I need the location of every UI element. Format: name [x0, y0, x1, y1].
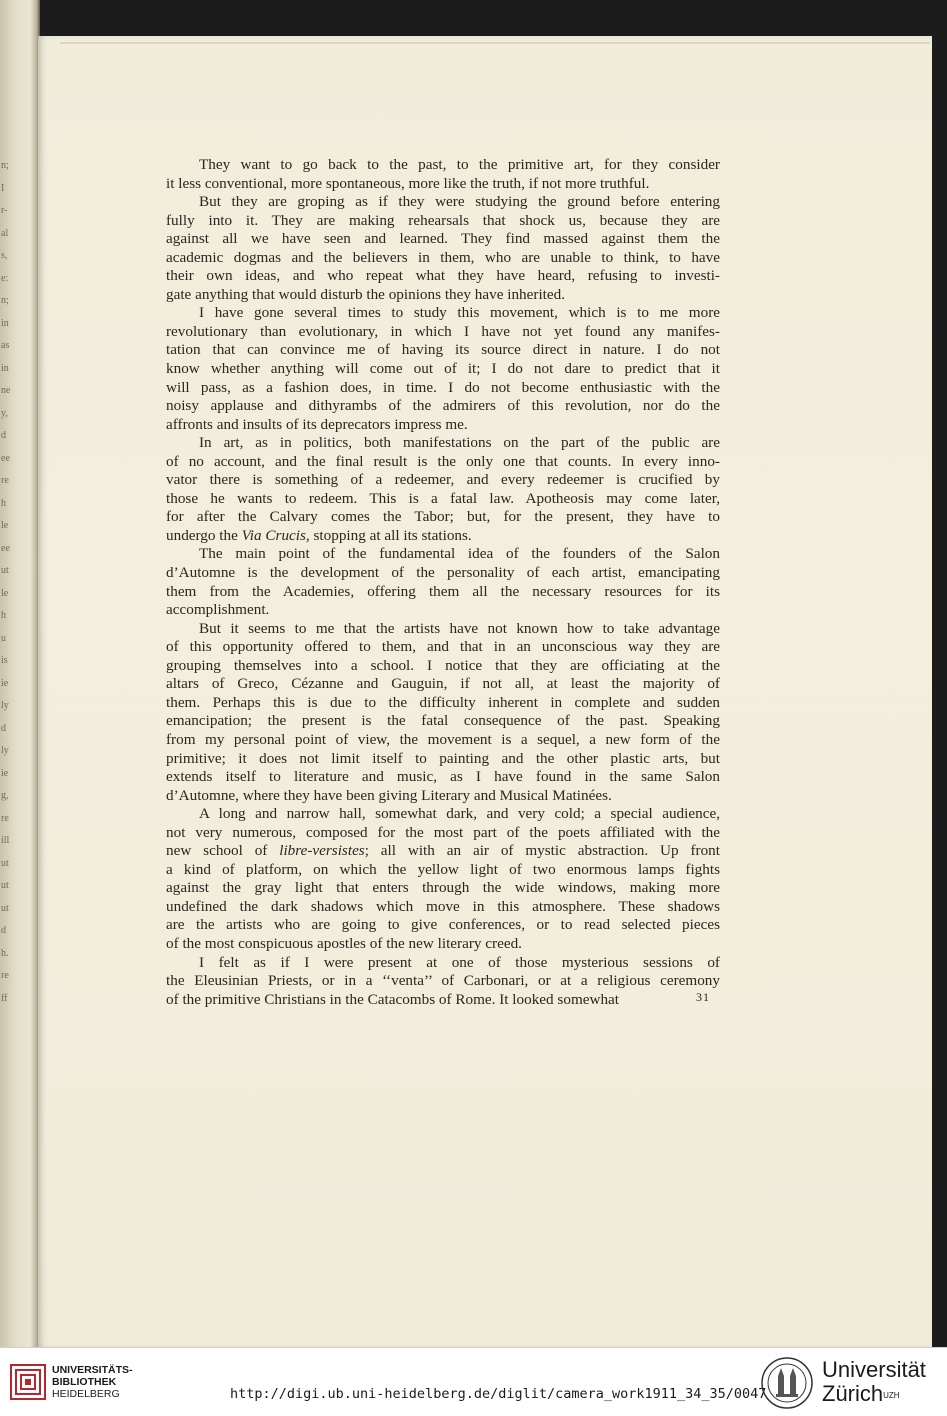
- text-line: They want to go back to the past, to the primitive art, for they consider: [199, 156, 720, 173]
- paragraph: [166, 545, 720, 619]
- text-line: of the most conspicuous apostles of the new literary creed.: [166, 934, 522, 952]
- text-line: know whether anything will come out of it; I do not dare to predict that it: [166, 360, 720, 378]
- paragraph: [166, 193, 720, 304]
- text-line: emancipation; the present is the fatal consequence of the past. Speaking: [166, 712, 720, 730]
- text-line: are the artists who are going to give conferences, or to read selected pieces: [166, 916, 720, 934]
- text-line: undefined the dark shadows which move in this atmosphere. These shadows: [166, 897, 720, 915]
- margin-fragment: ut: [1, 857, 9, 869]
- margin-fragment: as: [1, 340, 10, 351]
- text-line: d’Automne, where they have been giving Literary and Musical Matinées.: [166, 786, 612, 804]
- margin-fragment: ee: [1, 542, 10, 554]
- margin-fragment: n;: [1, 295, 9, 306]
- margin-fragment: ut: [1, 565, 9, 576]
- uzh-superscript: UZH: [883, 1391, 900, 1400]
- margin-fragment: is: [1, 655, 8, 666]
- text-line: them. Perhaps this is due to the difficulty inherent in complete and sudden: [166, 693, 720, 711]
- left-page-edge: [0, 0, 40, 1347]
- text-line: it less conventional, more spontaneous, more like the truth, if not more truthful.: [166, 174, 650, 192]
- paragraph: [166, 805, 720, 953]
- page-number: 31: [696, 990, 710, 1004]
- text-line: academic dogmas and the believers in them, who are unable to think, to have: [166, 248, 720, 266]
- margin-fragment: ie: [1, 677, 9, 689]
- text-line: accomplishment.: [166, 601, 270, 619]
- margin-fragment: ill: [1, 835, 10, 846]
- library-name-line1: UNIVERSITÄTS-: [52, 1364, 133, 1376]
- library-name: [52, 1364, 133, 1400]
- margin-fragment: g,: [1, 790, 9, 801]
- university-name: [822, 1358, 926, 1406]
- margin-fragment: in: [1, 362, 9, 374]
- text-line: the Eleusinian Priests, or in a ‘‘venta’’ of Carbonari, or at a religious ceremony: [166, 972, 720, 990]
- margin-fragment: re: [1, 812, 9, 824]
- text-line: But they are groping as if they were studying the ground before entering: [199, 193, 720, 211]
- margin-fragment: re: [1, 475, 9, 486]
- text-line: them from the Academies, offering them all the necessary resources for its: [166, 582, 720, 600]
- margin-fragment: ut: [1, 902, 9, 914]
- text-line: The main point of the fundamental idea of the founders of the Salon: [199, 545, 720, 563]
- library-name-line3: HEIDELBERG: [52, 1388, 120, 1400]
- text-line: revolutionary than evolutionary, in which I have not yet found any manifes-: [166, 322, 720, 340]
- paragraph: [166, 434, 720, 545]
- margin-fragment: ff: [1, 992, 8, 1004]
- text-line: against all we have seen and learned. They find massed against them the: [166, 230, 720, 248]
- margin-fragment: ly: [1, 745, 9, 756]
- text-line: a kind of platform, on which the yellow light of two enormous lamps fights: [166, 860, 720, 878]
- text-line: will pass, as a fashion does, in time. I do not become enthusiastic with the: [166, 378, 720, 396]
- paragraph: [166, 620, 720, 805]
- text-line: I have gone several times to study this movement, which is to me more: [199, 304, 720, 322]
- paragraph: [166, 954, 720, 1010]
- text-line: those he wants to redeem. This is a fatal law. Apotheosis may come later,: [166, 489, 720, 507]
- university-name-line2: [822, 1382, 926, 1406]
- text-line: extends itself to literature and music, as I have found in the same Salon: [166, 768, 720, 786]
- permalink-url[interactable]: http://digi.ub.uni-heidelberg.de/diglit/camera_work1911_34_35/0047: [230, 1386, 767, 1402]
- margin-fragment: h: [1, 610, 6, 621]
- text-line: In art, as in politics, both manifestations on the part of the public are: [199, 434, 720, 452]
- margin-fragment: ut: [1, 880, 9, 891]
- margin-fragment: d: [1, 430, 6, 441]
- margin-fragment: re: [1, 970, 9, 981]
- library-name-line2: BIBLIOTHEK: [52, 1376, 117, 1388]
- text-line: tation that can convince me of having its source direct in nature. I do not: [166, 341, 720, 359]
- text-line: against the gray light that enters through the wide windows, making more: [166, 879, 720, 897]
- text-line: of this opportunity offered to them, and that in an unconscious way they are: [166, 638, 720, 656]
- margin-fragment: u: [1, 632, 6, 644]
- text-line: not very numerous, composed for the most part of the poets affiliated with the: [166, 823, 720, 841]
- text-line: for after the Calvary comes the Tabor; but, for the present, they have to: [166, 508, 720, 526]
- paragraph: [166, 156, 720, 193]
- text-line: affronts and insults of its deprecators impress me.: [166, 415, 468, 433]
- text-line: gate anything that would disturb the opinions they have inherited.: [166, 285, 566, 303]
- university-name-line1: Universität: [822, 1357, 926, 1382]
- text-line: from my personal point of view, the movement is a sequel, a new form of the: [166, 730, 720, 748]
- text-line: new school of libre-versistes; all with an air of mystic abstraction. Up front: [166, 842, 720, 860]
- text-line: d’Automne is the development of the personality of each artist, emancipating: [166, 564, 720, 582]
- university-city: Zürich: [822, 1381, 884, 1406]
- margin-fragment: n;: [1, 160, 9, 171]
- margin-fragment: h: [1, 497, 6, 509]
- footer-bar: [0, 1347, 947, 1416]
- margin-fragment: r-: [1, 205, 8, 216]
- margin-fragment: d: [1, 722, 6, 734]
- text-line: noisy applause and dithyrambs of the admirers of this revolution, nor do the: [166, 397, 720, 415]
- margin-fragment: ne: [1, 385, 11, 396]
- margin-fragment: ly: [1, 700, 9, 711]
- margin-fragment: e:: [1, 272, 9, 284]
- margin-fragment: ie: [1, 767, 9, 779]
- margin-fragment: y,: [1, 407, 8, 419]
- text-line: of the primitive Christians in the Catacombs of Rome. It looked somewhat: [166, 990, 620, 1008]
- text-line: I felt as if I were present at one of those mysterious sessions of: [199, 953, 720, 971]
- margin-fragment: le: [1, 587, 9, 599]
- margin-fragment: al: [1, 227, 9, 239]
- text-line: primitive; it does not limit itself to painting and the other plastic arts, but: [166, 749, 720, 767]
- text-line: grouping themselves into a school. I notice that they are officiating at the: [166, 656, 720, 674]
- page-edge-line: [60, 42, 930, 44]
- margin-fragment: I: [1, 182, 5, 194]
- margin-fragment: ee: [1, 452, 10, 464]
- margin-fragment: s,: [1, 250, 8, 261]
- text-line: But it seems to me that the artists have not known how to take advantage: [199, 619, 720, 637]
- text-line: fully into it. They are making rehearsals that shock us, because they are: [166, 211, 720, 229]
- uzh-seal-icon: [760, 1356, 814, 1410]
- text-line: undergo the Via Crucis, stopping at all its stations.: [166, 526, 472, 544]
- heidelberg-library-logo-icon: [10, 1364, 46, 1400]
- margin-fragment: in: [1, 317, 9, 329]
- text-line: of no account, and the final result is the only one that counts. In every inno-: [166, 452, 720, 470]
- text-line: vator there is something of a redeemer, and every redeemer is crucified by: [166, 471, 720, 489]
- text-line: altars of Greco, Cézanne and Gauguin, if not all, at least the majority of: [166, 675, 720, 693]
- body-text: [166, 156, 720, 1009]
- text-line: their own ideas, and who repeat what they have heard, refusing to investi-: [166, 267, 720, 285]
- text-line: A long and narrow hall, somewhat dark, and very cold; a special audience,: [199, 805, 720, 823]
- margin-fragment: h.: [1, 947, 9, 959]
- margin-fragment: le: [1, 520, 9, 531]
- margin-fragment: d: [1, 925, 6, 936]
- paragraph: [166, 304, 720, 434]
